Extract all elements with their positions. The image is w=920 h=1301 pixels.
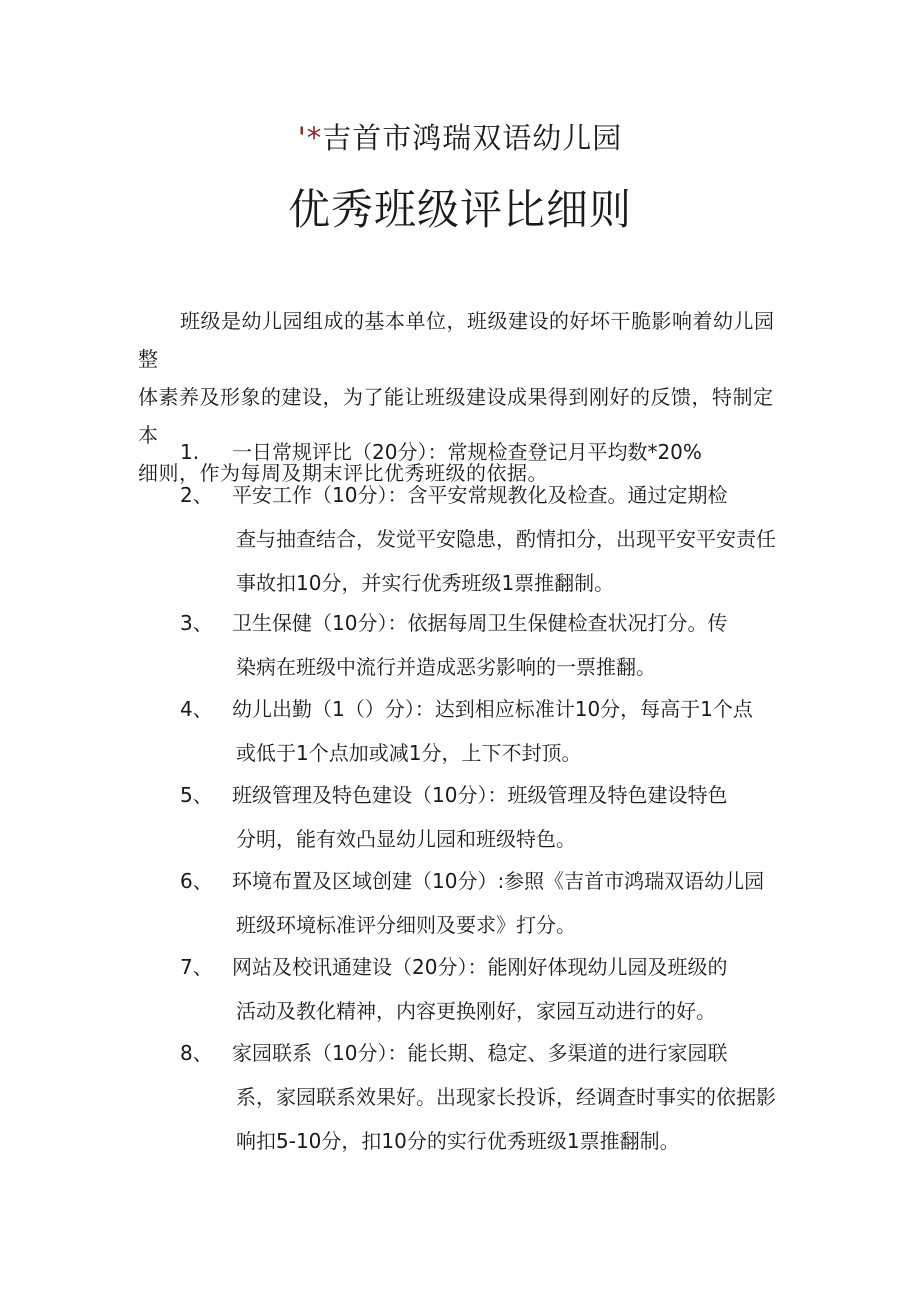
rule-text-line: 一日常规评比（20分）：常规检查登记月平均数*20% (232, 440, 702, 464)
rule-text-line: 查与抽查结合，发觉平安隐患，酌情扣分，出现平安平安责任 (236, 527, 776, 551)
rule-number: 6、 (180, 869, 213, 893)
rule-text-line: 活动及教化精神，内容更换刚好，家园互动进行的好。 (236, 999, 716, 1023)
rule-text-line: 幼儿出勤（1（）分）：达到相应标准计10分，每高于1个点 (232, 697, 753, 721)
rule-number: 1. (180, 440, 200, 464)
rule-number: 4、 (180, 697, 213, 721)
rule-number: 8、 (180, 1041, 213, 1065)
intro-line: 体素养及形象的建设，为了能让班级建设成果得到刚好的反馈，特制定本 (138, 385, 774, 447)
rule-number: 7、 (180, 955, 213, 979)
rule-text-line: 网站及校讯通建设（20分）：能刚好体现幼儿园及班级的 (232, 955, 728, 979)
rule-text-line: 环境布置及区域创建（10分）:参照《吉首市鸿瑞双语幼儿园 (232, 869, 765, 893)
rule-text-line: 事故扣10分，并实行优秀班级1票推翻制。 (236, 571, 615, 595)
rule-number: 5、 (180, 783, 213, 807)
header-mark: '* (297, 121, 323, 155)
rule-text-line: 染病在班级中流行并造成恶劣影响的一票推翻。 (236, 655, 656, 679)
intro-line: 细则，作为每周及期末评比优秀班级的依据。 (138, 461, 548, 485)
rule-text-line: 系，家园联系效果好。出现家长投诉，经调查时事实的依据影 (236, 1085, 776, 1109)
rule-text-line: 家园联系（10分）：能长期、稳定、多渠道的进行家园联 (232, 1041, 728, 1065)
school-name: 吉首市鸿瑞双语幼儿园 (322, 121, 623, 155)
rule-number: 2、 (180, 483, 213, 507)
rule-text-line: 卫生保健（10分）：依据每周卫生保健检查状况打分。传 (232, 611, 728, 635)
rule-text-line: 班级环境标准评分细则及要求》打分。 (236, 913, 576, 937)
rule-text-line: 平安工作（10分）：含平安常规教化及检查。通过定期检 (232, 483, 728, 507)
school-name-header (0, 118, 920, 158)
rule-text-line: 或低于1个点加或减1分，上下不封顶。 (236, 741, 582, 765)
rule-text-line: 分明，能有效凸显幼儿园和班级特色。 (236, 827, 576, 851)
rule-number: 3、 (180, 611, 213, 635)
rule-text-line: 响扣5-10分，扣10分的实行优秀班级1票推翻制。 (236, 1129, 680, 1153)
document-title: 优秀班级评比细则 (287, 185, 632, 234)
intro-line: 班级是幼儿园组成的基本单位，班级建设的好坏干脆影响着幼儿园整 (138, 309, 775, 371)
rule-text-line: 班级管理及特色建设（10分）：班级管理及特色建设特色 (232, 783, 728, 807)
